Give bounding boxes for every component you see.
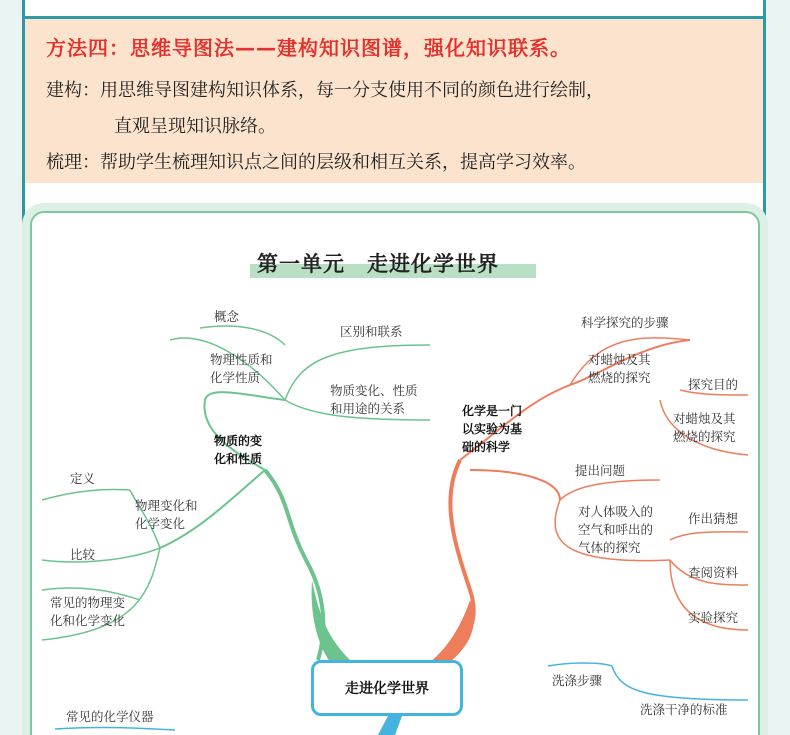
- node-candle2-line1: 对蜡烛及其: [673, 411, 736, 426]
- mindmap-title: 第一单元 走进化学世界: [257, 251, 499, 276]
- node-compare: 比较: [70, 547, 96, 562]
- node-wash-standard: 洗涤干净的标准: [640, 702, 728, 717]
- orange-trunk-taper: [430, 600, 474, 662]
- node-common-line2: 化和化学变化: [50, 613, 126, 628]
- node-consult: 查阅资料: [688, 565, 739, 580]
- node-phys-chem-line1: 物理变化和: [135, 498, 198, 513]
- green-head-label: [214, 432, 262, 468]
- orange-head-line3: 础的科学: [462, 440, 511, 454]
- orange-head-label: [462, 402, 522, 456]
- center-node: [311, 660, 463, 716]
- node-candle2-line2: 燃烧的探究: [673, 429, 736, 444]
- node-change-relation: [330, 382, 418, 418]
- node-change-line2: 和用途的关系: [330, 401, 406, 416]
- method-title: 方法四：思维导图法——建构知识图谱，强化知识联系。: [46, 36, 571, 60]
- center-label: 走进化学世界: [345, 681, 429, 697]
- method-construct-line2: 直观呈现知识脉络。: [114, 116, 276, 137]
- node-wash-steps: 洗涤步骤: [552, 673, 603, 688]
- node-candle-inquiry: [588, 351, 651, 387]
- node-change-line1: 物质变化、性质: [330, 383, 418, 398]
- green-link-props: [200, 326, 285, 345]
- green-link-define: [42, 489, 130, 500]
- blue-link-std: [612, 666, 748, 700]
- green-trunk: [265, 470, 323, 660]
- node-breath-line1: 对人体吸入的: [578, 504, 654, 519]
- node-properties-line2: 化学性质: [210, 370, 261, 385]
- node-experiment: 实验探究: [688, 610, 739, 625]
- node-definition: 定义: [70, 471, 96, 486]
- node-breath-inquiry: [578, 503, 653, 557]
- node-candle-line1: 对蜡烛及其: [588, 352, 651, 367]
- orange-link-guess: [670, 532, 748, 540]
- node-difference: 区别和联系: [340, 324, 403, 339]
- node-phys-chem-change: [135, 497, 198, 533]
- blue-link-wash: [548, 663, 612, 666]
- orange-link-down: [470, 470, 560, 500]
- method-sort-line: 梳理：帮助学生梳理知识点之间的层级和相互关系，提高学习效率。: [46, 152, 586, 173]
- node-breath-line3: 气体的探究: [578, 540, 641, 555]
- node-instruments: 常见的化学仪器: [66, 709, 154, 724]
- orange-head-line2: 以实验为基: [462, 422, 523, 436]
- blue-trunk: [378, 716, 402, 735]
- orange-head-line1: 化学是一门: [462, 404, 523, 418]
- node-properties-line1: 物理性质和: [210, 352, 273, 367]
- node-hypothesis: 作出猜想: [688, 511, 739, 526]
- green-head-line2: 化和性质: [214, 452, 263, 466]
- orange-link-question: [560, 480, 660, 500]
- method-construct-line: 建构：用思维导图建构知识体系，每一分支使用不同的颜色进行绘制，: [46, 80, 604, 101]
- green-head-line1: 物质的变: [214, 434, 263, 448]
- node-breath-line2: 空气和呼出的: [578, 522, 654, 537]
- node-concept: 概念: [214, 309, 240, 324]
- node-candle-line2: 燃烧的探究: [588, 370, 651, 385]
- green-link-compare: [42, 548, 160, 562]
- node-inquiry-purpose: 探究目的: [688, 377, 739, 392]
- blue-link-instruments: [55, 727, 175, 730]
- node-inquiry-steps: 科学探究的步骤: [581, 315, 669, 330]
- node-ask-question: 提出问题: [575, 463, 626, 478]
- node-candle-inquiry-2: [673, 410, 736, 446]
- node-common-changes: [50, 594, 125, 630]
- node-common-line1: 常见的物理变: [50, 595, 126, 610]
- node-phys-chem-line2: 化学变化: [135, 516, 186, 531]
- node-properties: [210, 351, 273, 387]
